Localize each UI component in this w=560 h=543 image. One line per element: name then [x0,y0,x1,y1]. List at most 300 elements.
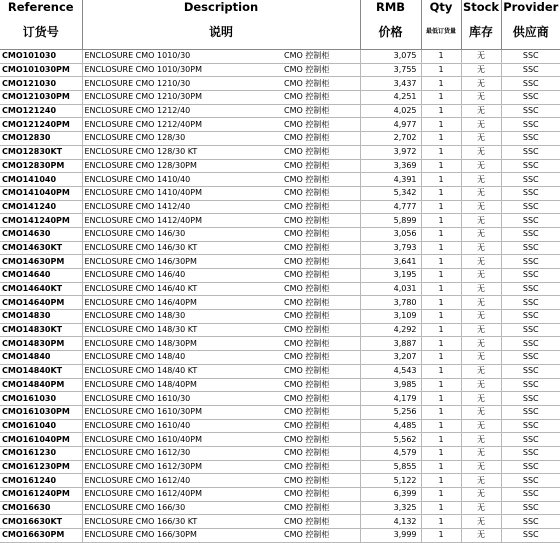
description-cell: ENCLOSURE CMO 1010/30 [82,50,280,64]
table-row [0,419,560,433]
description-cell: ENCLOSURE CMO 1212/40 [82,104,280,118]
price-cell: 2,702 [360,132,421,146]
qty-cell: 1 [421,488,461,502]
table-row [0,269,560,283]
stock-cell: 无 [461,269,501,283]
table-row [0,337,560,351]
price-cell: 5,899 [360,214,421,228]
provider-cell: SSC [501,269,560,283]
reference-cell: CMO141240PM [0,214,82,228]
description-cn-cell: CMO 控制柜 [280,255,360,269]
stock-cell: 无 [461,419,501,433]
provider-cell: SSC [501,488,560,502]
price-cell: 4,391 [360,173,421,187]
header-description-cn: 说明 [82,14,360,50]
qty-cell: 1 [421,104,461,118]
reference-cell: CMO121240 [0,104,82,118]
price-cell: 5,122 [360,474,421,488]
table-row [0,488,560,502]
description-cell: ENCLOSURE CMO 146/30PM [82,255,280,269]
reference-cell: CMO101030 [0,50,82,64]
price-cell: 4,025 [360,104,421,118]
qty-cell: 1 [421,77,461,91]
price-cell: 4,251 [360,91,421,105]
price-cell: 3,056 [360,227,421,241]
table-row [0,186,560,200]
qty-cell: 1 [421,241,461,255]
header-qty-cn: 最低订货量 [421,14,461,50]
provider-cell: SSC [501,63,560,77]
qty-cell: 1 [421,323,461,337]
description-cn-cell: CMO 控制柜 [280,241,360,255]
provider-cell: SSC [501,186,560,200]
description-cell: ENCLOSURE CMO 128/30 [82,132,280,146]
reference-cell: CMO161040PM [0,433,82,447]
table-row [0,433,560,447]
description-cell: ENCLOSURE CMO 1410/40PM [82,186,280,200]
qty-cell: 1 [421,337,461,351]
stock-cell: 无 [461,488,501,502]
stock-cell: 无 [461,145,501,159]
price-cell: 3,755 [360,63,421,77]
provider-cell: SSC [501,419,560,433]
stock-cell: 无 [461,405,501,419]
stock-cell: 无 [461,63,501,77]
reference-cell: CMO141240 [0,200,82,214]
description-cn-cell: CMO 控制柜 [280,132,360,146]
description-cell: ENCLOSURE CMO 1612/40PM [82,488,280,502]
description-cn-cell: CMO 控制柜 [280,118,360,132]
provider-cell: SSC [501,159,560,173]
table-row [0,460,560,474]
reference-cell: CMO141040 [0,173,82,187]
table-row [0,173,560,187]
reference-cell: CMO161240 [0,474,82,488]
header-provider: Provider [503,0,559,14]
provider-cell: SSC [501,173,560,187]
table-row [0,392,560,406]
table-row [0,515,560,529]
description-cn-cell: CMO 控制柜 [280,159,360,173]
description-cell: ENCLOSURE CMO 148/40 [82,351,280,365]
description-cn-cell: CMO 控制柜 [280,364,360,378]
qty-cell: 1 [421,255,461,269]
qty-cell: 1 [421,132,461,146]
qty-cell: 1 [421,392,461,406]
qty-cell: 1 [421,50,461,64]
qty-cell: 1 [421,474,461,488]
description-cell: ENCLOSURE CMO 1210/30 [82,77,280,91]
description-cn-cell: CMO 控制柜 [280,104,360,118]
provider-cell: SSC [501,446,560,460]
description-cn-cell: CMO 控制柜 [280,200,360,214]
description-cn-cell: CMO 控制柜 [280,405,360,419]
table-row [0,405,560,419]
table-row [0,214,560,228]
provider-cell: SSC [501,474,560,488]
stock-cell: 无 [461,255,501,269]
reference-cell: CMO14840PM [0,378,82,392]
reference-cell: CMO12830 [0,132,82,146]
header-provider-cn: 供应商 [501,14,560,50]
table-row [0,474,560,488]
stock-cell: 无 [461,282,501,296]
description-cn-cell: CMO 控制柜 [280,460,360,474]
table-row [0,323,560,337]
price-cell: 4,031 [360,282,421,296]
price-cell: 4,543 [360,364,421,378]
provider-cell: SSC [501,392,560,406]
description-cell: ENCLOSURE CMO 128/30 KT [82,145,280,159]
description-cn-cell: CMO 控制柜 [280,214,360,228]
description-cn-cell: CMO 控制柜 [280,91,360,105]
table-row [0,310,560,324]
description-cell: ENCLOSURE CMO 146/40 KT [82,282,280,296]
reference-cell: CMO14830PM [0,337,82,351]
stock-cell: 无 [461,433,501,447]
qty-cell: 1 [421,118,461,132]
table-row [0,200,560,214]
table-row [0,91,560,105]
reference-cell: CMO14630KT [0,241,82,255]
description-cell: ENCLOSURE CMO 146/30 KT [82,241,280,255]
description-cn-cell: CMO 控制柜 [280,378,360,392]
provider-cell: SSC [501,91,560,105]
table-row [0,118,560,132]
header-row-chinese [0,14,560,50]
description-cn-cell: CMO 控制柜 [280,529,360,543]
header-stock-cn: 库存 [461,14,501,50]
reference-cell: CMO121240PM [0,118,82,132]
description-cn-cell: CMO 控制柜 [280,282,360,296]
qty-cell: 1 [421,310,461,324]
stock-cell: 无 [461,378,501,392]
provider-cell: SSC [501,433,560,447]
description-cell: ENCLOSURE CMO 146/40PM [82,296,280,310]
provider-cell: SSC [501,145,560,159]
description-cell: ENCLOSURE CMO 1612/30PM [82,460,280,474]
table-row [0,132,560,146]
price-cell: 3,887 [360,337,421,351]
description-cn-cell: CMO 控制柜 [280,50,360,64]
price-cell: 5,256 [360,405,421,419]
table-row [0,501,560,515]
provider-cell: SSC [501,227,560,241]
header-price-cn: 价格 [360,14,421,50]
description-cell: ENCLOSURE CMO 1612/30 [82,446,280,460]
provider-cell: SSC [501,50,560,64]
provider-cell: SSC [501,255,560,269]
stock-cell: 无 [461,77,501,91]
provider-cell: SSC [501,351,560,365]
description-cell: ENCLOSURE CMO 148/40PM [82,378,280,392]
provider-cell: SSC [501,405,560,419]
price-cell: 3,985 [360,378,421,392]
table-row [0,241,560,255]
price-cell: 6,399 [360,488,421,502]
reference-cell: CMO161040 [0,419,82,433]
price-cell: 3,207 [360,351,421,365]
stock-cell: 无 [461,323,501,337]
provider-cell: SSC [501,296,560,310]
description-cn-cell: CMO 控制柜 [280,227,360,241]
stock-cell: 无 [461,474,501,488]
description-cell: ENCLOSURE CMO 148/40 KT [82,364,280,378]
description-cell: ENCLOSURE CMO 166/30 KT [82,515,280,529]
description-cn-cell: CMO 控制柜 [280,474,360,488]
description-cell: ENCLOSURE CMO 1212/40PM [82,118,280,132]
price-cell: 3,075 [360,50,421,64]
qty-cell: 1 [421,145,461,159]
description-cn-cell: CMO 控制柜 [280,323,360,337]
reference-cell: CMO14840 [0,351,82,365]
price-cell: 3,972 [360,145,421,159]
description-cn-cell: CMO 控制柜 [280,269,360,283]
provider-cell: SSC [501,501,560,515]
qty-cell: 1 [421,515,461,529]
reference-cell: CMO16630PM [0,529,82,543]
price-cell: 3,641 [360,255,421,269]
qty-cell: 1 [421,227,461,241]
provider-cell: SSC [501,118,560,132]
stock-cell: 无 [461,501,501,515]
reference-cell: CMO14640PM [0,296,82,310]
description-cn-cell: CMO 控制柜 [280,186,360,200]
price-cell: 3,325 [360,501,421,515]
header-row-english [0,0,560,14]
qty-cell: 1 [421,529,461,543]
description-cn-cell: CMO 控制柜 [280,392,360,406]
table-row [0,77,560,91]
qty-cell: 1 [421,159,461,173]
reference-cell: CMO161030 [0,392,82,406]
stock-cell: 无 [461,310,501,324]
table-row [0,378,560,392]
description-cell: ENCLOSURE CMO 1610/30 [82,392,280,406]
reference-cell: CMO141040PM [0,186,82,200]
description-cell: ENCLOSURE CMO 148/30PM [82,337,280,351]
stock-cell: 无 [461,50,501,64]
stock-cell: 无 [461,104,501,118]
price-cell: 4,132 [360,515,421,529]
price-cell: 3,195 [360,269,421,283]
qty-cell: 1 [421,433,461,447]
table-row [0,296,560,310]
reference-cell: CMO14630 [0,227,82,241]
description-cn-cell: CMO 控制柜 [280,173,360,187]
description-cn-cell: CMO 控制柜 [280,488,360,502]
stock-cell: 无 [461,118,501,132]
reference-cell: CMO101030PM [0,63,82,77]
description-cn-cell: CMO 控制柜 [280,515,360,529]
description-cell: ENCLOSURE CMO 1412/40 [82,200,280,214]
provider-cell: SSC [501,460,560,474]
price-cell: 3,369 [360,159,421,173]
description-cn-cell: CMO 控制柜 [280,419,360,433]
description-cell: ENCLOSURE CMO 1610/40 [82,419,280,433]
stock-cell: 无 [461,364,501,378]
provider-cell: SSC [501,241,560,255]
price-cell: 4,292 [360,323,421,337]
stock-cell: 无 [461,173,501,187]
stock-cell: 无 [461,132,501,146]
reference-cell: CMO16630KT [0,515,82,529]
description-cell: ENCLOSURE CMO 1610/40PM [82,433,280,447]
table-row [0,104,560,118]
qty-cell: 1 [421,351,461,365]
description-cell: ENCLOSURE CMO 166/30PM [82,529,280,543]
qty-cell: 1 [421,186,461,200]
stock-cell: 无 [461,515,501,529]
description-cn-cell: CMO 控制柜 [280,433,360,447]
header-rmb: RMB [360,0,421,14]
reference-cell: CMO12830PM [0,159,82,173]
description-cell: ENCLOSURE CMO 148/30 KT [82,323,280,337]
qty-cell: 1 [421,63,461,77]
provider-cell: SSC [501,310,560,324]
qty-cell: 1 [421,173,461,187]
price-cell: 5,562 [360,433,421,447]
qty-cell: 1 [421,446,461,460]
header-reference: Reference [0,0,82,14]
stock-cell: 无 [461,296,501,310]
reference-cell: CMO12830KT [0,145,82,159]
table-row [0,159,560,173]
description-cn-cell: CMO 控制柜 [280,296,360,310]
reference-cell: CMO14640 [0,269,82,283]
qty-cell: 1 [421,460,461,474]
price-cell: 3,780 [360,296,421,310]
provider-cell: SSC [501,337,560,351]
price-cell: 3,437 [360,77,421,91]
stock-cell: 无 [461,337,501,351]
description-cn-cell: CMO 控制柜 [280,63,360,77]
table-row [0,364,560,378]
price-cell: 3,999 [360,529,421,543]
qty-cell: 1 [421,405,461,419]
table-row [0,446,560,460]
table-row [0,282,560,296]
header-reference-cn: 订货号 [0,14,82,50]
qty-cell: 1 [421,419,461,433]
stock-cell: 无 [461,159,501,173]
price-cell: 3,109 [360,310,421,324]
price-cell: 4,977 [360,118,421,132]
stock-cell: 无 [461,186,501,200]
reference-cell: CMO161230 [0,446,82,460]
price-cell: 3,793 [360,241,421,255]
description-cell: ENCLOSURE CMO 1612/40 [82,474,280,488]
price-cell: 4,579 [360,446,421,460]
price-cell: 4,777 [360,200,421,214]
table-row [0,145,560,159]
stock-cell: 无 [461,460,501,474]
description-cn-cell: CMO 控制柜 [280,77,360,91]
reference-cell: CMO121030 [0,77,82,91]
provider-cell: SSC [501,515,560,529]
description-cell: ENCLOSURE CMO 1210/30PM [82,91,280,105]
stock-cell: 无 [461,227,501,241]
description-cn-cell: CMO 控制柜 [280,145,360,159]
table-row [0,63,560,77]
qty-cell: 1 [421,200,461,214]
table-row [0,255,560,269]
provider-cell: SSC [501,214,560,228]
provider-cell: SSC [501,104,560,118]
reference-cell: CMO14830KT [0,323,82,337]
table-body [0,50,560,543]
header-description: Description [82,0,360,14]
reference-cell: CMO14640KT [0,282,82,296]
qty-cell: 1 [421,296,461,310]
provider-cell: SSC [501,529,560,543]
qty-cell: 1 [421,269,461,283]
price-cell: 4,485 [360,419,421,433]
description-cell: ENCLOSURE CMO 1410/40 [82,173,280,187]
qty-cell: 1 [421,378,461,392]
table-row [0,351,560,365]
qty-cell: 1 [421,364,461,378]
reference-cell: CMO161230PM [0,460,82,474]
qty-cell: 1 [421,282,461,296]
qty-cell: 1 [421,91,461,105]
table-row [0,50,560,64]
stock-cell: 无 [461,241,501,255]
table-row [0,529,560,543]
description-cell: ENCLOSURE CMO 146/40 [82,269,280,283]
stock-cell: 无 [461,91,501,105]
stock-cell: 无 [461,351,501,365]
reference-cell: CMO121030PM [0,91,82,105]
provider-cell: SSC [501,364,560,378]
provider-cell: SSC [501,132,560,146]
price-cell: 5,855 [360,460,421,474]
table-row [0,227,560,241]
stock-cell: 无 [461,214,501,228]
description-cn-cell: CMO 控制柜 [280,337,360,351]
description-cell: ENCLOSURE CMO 148/30 [82,310,280,324]
provider-cell: SSC [501,200,560,214]
provider-cell: SSC [501,378,560,392]
description-cell: ENCLOSURE CMO 1412/40PM [82,214,280,228]
description-cell: ENCLOSURE CMO 128/30PM [82,159,280,173]
reference-cell: CMO161240PM [0,488,82,502]
price-cell: 5,342 [360,186,421,200]
description-cell: ENCLOSURE CMO 146/30 [82,227,280,241]
reference-cell: CMO14630PM [0,255,82,269]
stock-cell: 无 [461,446,501,460]
stock-cell: 无 [461,200,501,214]
qty-cell: 1 [421,214,461,228]
header-qty: Qty [421,0,461,14]
reference-cell: CMO161030PM [0,405,82,419]
description-cell: ENCLOSURE CMO 1010/30PM [82,63,280,77]
reference-cell: CMO16630 [0,501,82,515]
provider-cell: SSC [501,282,560,296]
provider-cell: SSC [501,77,560,91]
description-cell: ENCLOSURE CMO 166/30 [82,501,280,515]
price-cell: 4,179 [360,392,421,406]
description-cell: ENCLOSURE CMO 1610/30PM [82,405,280,419]
qty-cell: 1 [421,501,461,515]
reference-cell: CMO14830 [0,310,82,324]
description-cn-cell: CMO 控制柜 [280,501,360,515]
stock-cell: 无 [461,529,501,543]
header-stock: Stock [462,0,500,14]
provider-cell: SSC [501,323,560,337]
reference-cell: CMO14840KT [0,364,82,378]
description-cn-cell: CMO 控制柜 [280,310,360,324]
